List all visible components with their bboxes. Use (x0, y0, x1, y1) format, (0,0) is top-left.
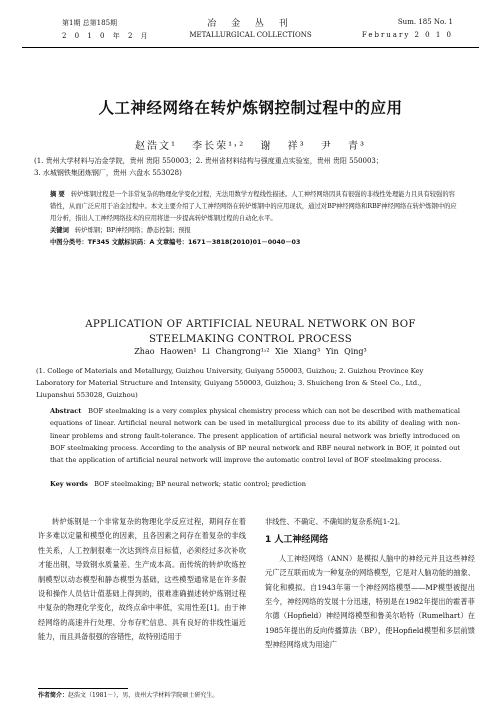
footnote-divider (38, 688, 128, 689)
body-right-paragraph: 人工神经网络（ANN）是模拟人脑中的神经元并且这些神经元广泛互联而成为一种复杂的网络模型，它是对人脑功能的抽象、简化和模拟。自1943年第一个神经网络模型——MP模型被提出至今，神经网络的发展十分迅速，特别是在1982年提出的霍普菲尔德（Hopfield）神经网络模型和鲁美尔哈特（Rumelhart）在1985年提出的反向传播算法（BP），使Hopfield模型和多层前馈型神经网络成为用途广 (265, 553, 475, 650)
sum-number: Sum. 185 No. 1 (397, 18, 453, 26)
paper-title-cn: 人工神经网络在转炉炼钢控制过程中的应用 (98, 99, 403, 117)
issue-date-cn: 2 0 1 0 年 2 月 (62, 32, 151, 40)
body-right-column (265, 515, 475, 653)
footnote-text: 赵浩文（1981－），男，贵州大学材料学院硕士研究生。 (68, 692, 219, 699)
paper-title-en-line-1: APPLICATION OF ARTIFICIAL NEURAL NETWORK ON BOF (85, 319, 416, 330)
keywords-en (50, 480, 460, 488)
issue-date-en: February 2 0 1 0 (361, 31, 453, 39)
abstract-cn (50, 189, 460, 225)
abstract-en (50, 405, 460, 466)
abstract-en-label: Abstract (50, 407, 82, 415)
affiliation-cn-line-2: 3. 水城钢铁集团炼钢厂，贵州 六盘水 553028) (34, 168, 182, 177)
keywords-cn-label: 关键词 (50, 227, 69, 234)
keywords-cn (50, 225, 460, 237)
keywords-en-label: Key words (50, 480, 88, 488)
abstract-cn-block (50, 189, 460, 249)
body-right-continuation: 非线性、不确定、不确知的复杂系统[1-2]。 (265, 517, 405, 526)
affiliation-en-line-1: (1. College of Materials and Metallurgy, Guizhou University, Guiyang 550003, Guizhou; 2. Guizhou Province Key (36, 367, 424, 375)
body-left-column: 转炉炼钢是一个非常复杂的物理化学反应过程，期间存在着许多难以定量和模型化的因素，且各因素之间存在着复杂的非线性关系，人工控制很难一次达到终点目标值，必须经过多次补吹才能出钢，导致钢水质量差、生产成本高。而传统的转炉吹炼控制模型以动态模型和静态模型为基础，这些模型通常是在许多假设和操作人员估计值基础上得到的，很难准确描述转炉炼钢过程中复杂的物理化学变化，故终点命中率低，实用性差[1]。由于神经网络的高速并行处理、分布存贮信息、具有良好的非线性逼近能力，而且具备很强的容错性，故特别适用于 (38, 517, 246, 642)
authors-cn: 赵浩文¹ 李长荣¹˒² 谢 祥³ 尹 青³ (134, 141, 366, 152)
section-heading: 1 人工神经网络 (265, 535, 329, 546)
abstract-en-text: BOF steelmaking is a very complex physical chemistry process which can not be described with mathematical equations of linear. Artificial neural network can be used in metallurgical process due to its ability of dealing with non-linear problems and strong fault-tolerance. The present application of artificial neural network was briefly introduced on BOF steelmaking process. According to the analysis of BP neural network and RBF neural network in BOF, it pointed out that the application of artificial neural network will improve the automatic control level of BOF steelmaking process. (50, 407, 460, 465)
paper-title-en (0, 317, 501, 347)
issue-number: 第1期 总第185期 (62, 19, 118, 27)
keywords-en-text: BOF steelmaking; BP neural network; static control; prediction (94, 480, 306, 488)
keywords-cn-text: 转炉炼钢；BP神经网络；静态控制；预报 (74, 227, 191, 234)
footnote-label: 作者简介： (38, 692, 69, 699)
affiliation-en (36, 366, 466, 401)
affiliation-en-line-2: Laboratory for Material Structure and Intensity, Guiyang 550003, Guizhou; 3. Shuicheng Iron & Steel Co., Ltd., (36, 378, 422, 387)
abstract-cn-text: 转炉炼钢过程是一个非常复杂的物理化学变化过程，无法用数学方程线性描述。人工神经网络因具有很强的非线性处理能力且具有较强的容错性，从而广泛应用于冶金过程中。本文主要介绍了人工神经网络在转炉炼钢中的应用现状，通过对BP神经网络和RBF神经网络在转炉炼钢中的应用分析，指出人工神经网络技术的应用将进一步提高转炉炼钢过程的自动化水平。 (50, 191, 457, 222)
affiliation-cn (34, 156, 474, 179)
authors-en: Zhao Haowen¹ Li Changrong¹˒² Xie Xiang³ Yin Qing³ (134, 347, 367, 356)
journal-name-en: METALLURGICAL COLLECTIONS (189, 31, 312, 39)
affiliation-en-line-3: Liupanshui 553028, Guizhou) (36, 390, 138, 399)
abstract-cn-label: 摘 要 (50, 191, 65, 198)
paper-title-en-line-2: STEELMAKING CONTROL PROCESS (149, 334, 352, 345)
affiliation-cn-line-1: (1. 贵州大学材料与冶金学院，贵州 贵阳 550003；2. 贵州省材料结构与强度重点实验室，贵州 贵阳 550003； (34, 157, 383, 165)
journal-header (22, 18, 479, 48)
author-footnote (38, 690, 468, 699)
classification-line: 中图分类号：TF345 文献标识码：A 文章编号：1671－3818(2010)01－0040－03 (50, 239, 301, 246)
journal-name-cn: 冶 金 丛 刊 (207, 19, 294, 29)
